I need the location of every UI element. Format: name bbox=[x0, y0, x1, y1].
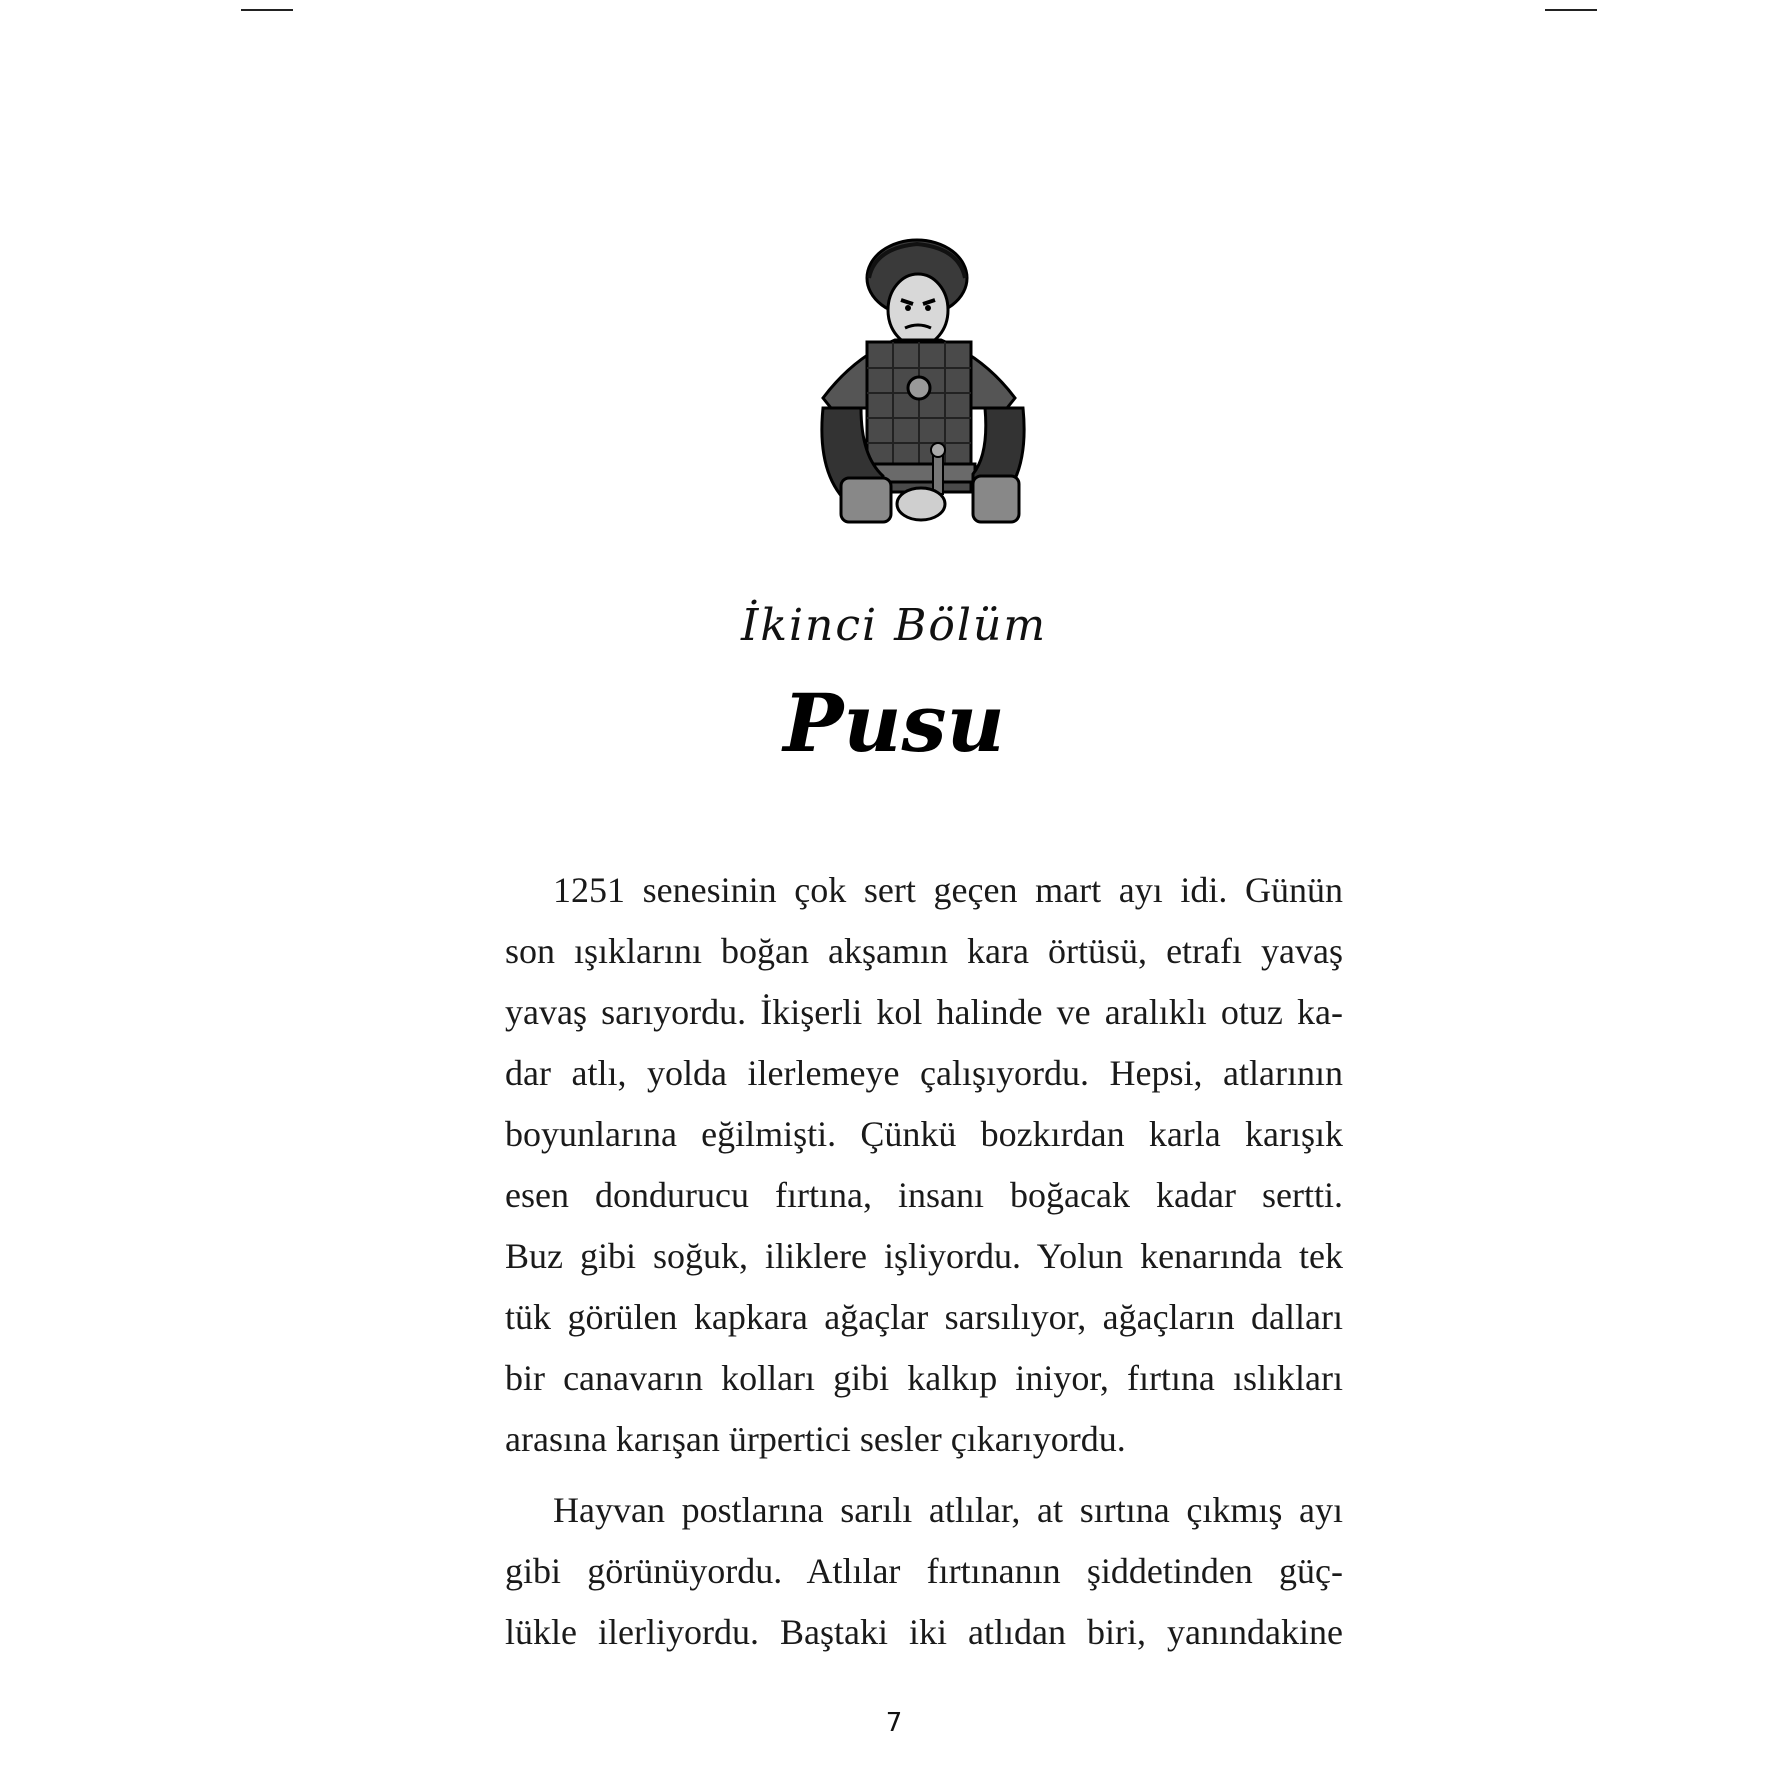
text-line: bir canavarın kolları gibi kalkıp iniyor, fırtına ıslıkları bbox=[505, 1358, 1343, 1398]
warrior-portrait-icon bbox=[805, 238, 1041, 528]
text-line: boyunlarına eğilmişti. Çünkü bozkırdan karla karışık bbox=[505, 1114, 1343, 1154]
text-line: Hayvan postlarına sarılı atlılar, at sırtına çıkmış ayı bbox=[553, 1490, 1343, 1530]
page-number: 7 bbox=[885, 1708, 903, 1738]
paragraph-gap bbox=[505, 1470, 1343, 1480]
text-line: son ışıklarını boğan akşamın kara örtüsü, etrafı yavaş bbox=[505, 931, 1343, 971]
text-line: dar atlı, yolda ilerlemeye çalışıyordu. Hepsi, atlarının bbox=[505, 1053, 1343, 1093]
text-line: Buz gibi soğuk, iliklere işliyordu. Yolun kenarında tek bbox=[505, 1236, 1343, 1276]
chapter-title: Pusu bbox=[783, 676, 1005, 770]
paragraph bbox=[505, 860, 1343, 1470]
text-line: arasına karışan ürpertici sesler çıkarıyordu. bbox=[505, 1419, 1126, 1459]
crop-mark-left bbox=[241, 9, 293, 11]
paragraph bbox=[505, 1480, 1343, 1663]
text-line: 1251 senesinin çok sert geçen mart ayı idi. Günün bbox=[553, 870, 1343, 910]
text-line: tük görülen kapkara ağaçlar sarsılıyor, ağaçların dalları bbox=[505, 1297, 1343, 1337]
text-line: esen dondurucu fırtına, insanı boğacak kadar sertti. bbox=[505, 1175, 1343, 1215]
chapter-label: İkinci Bölüm bbox=[740, 600, 1048, 651]
crop-mark-right bbox=[1545, 9, 1597, 11]
text-line: gibi görünüyordu. Atlılar fırtınanın şiddetinden güç- bbox=[505, 1551, 1343, 1591]
text-line: lükle ilerliyordu. Baştaki iki atlıdan biri, yanındakine bbox=[505, 1612, 1343, 1652]
text-line: yavaş sarıyordu. İkişerli kol halinde ve aralıklı otuz ka- bbox=[505, 992, 1343, 1032]
body-text bbox=[505, 860, 1343, 1663]
